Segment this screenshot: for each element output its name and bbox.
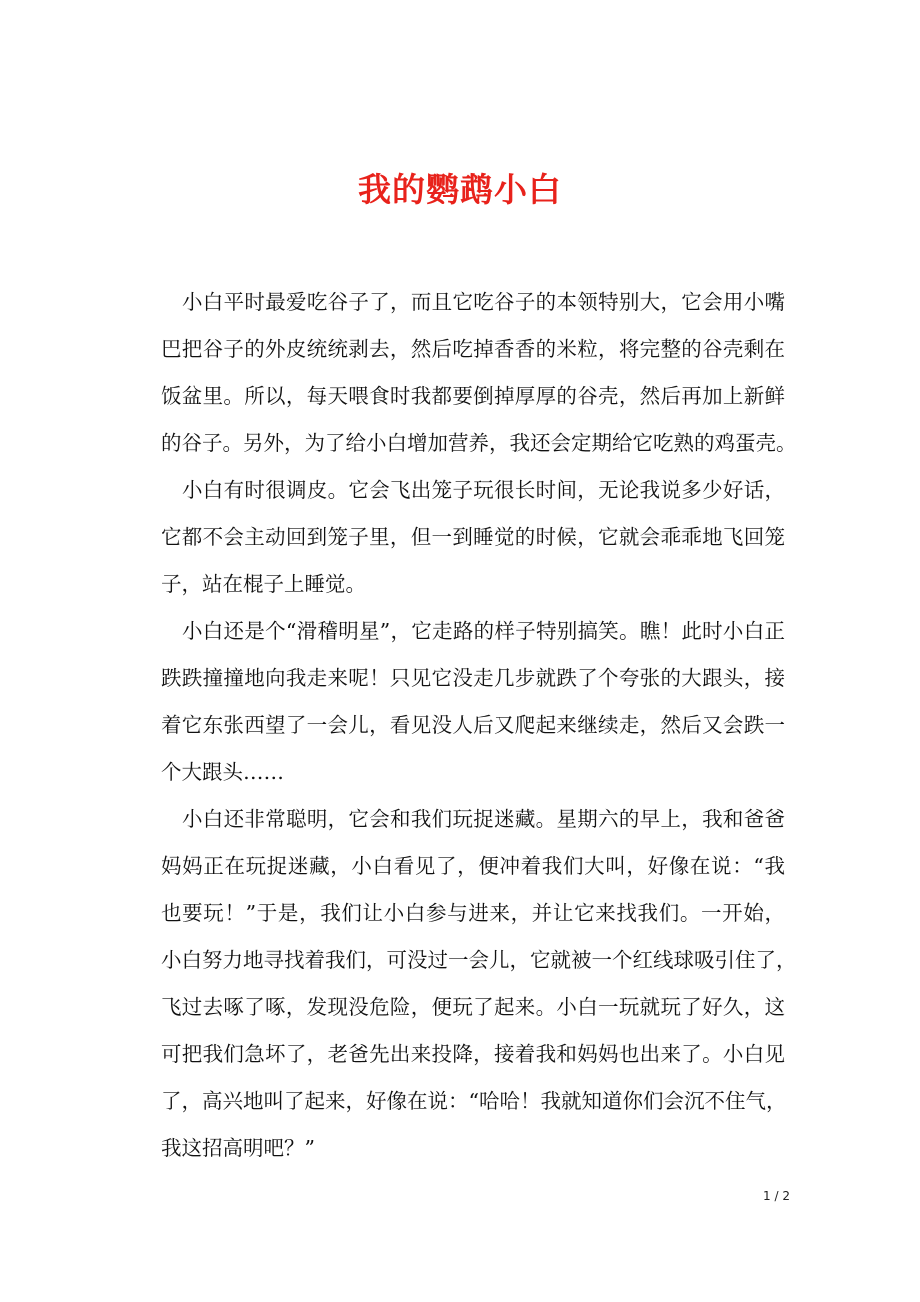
paragraph-4 bbox=[140, 796, 797, 1172]
text-line: 饭盆里。所以，每天喂食时我都要倒掉厚厚的谷壳，然后再加上新鲜 bbox=[161, 384, 785, 408]
paragraph-2 bbox=[140, 467, 785, 608]
text-line: 跌跌撞撞地向我走来呢！只见它没走几步就跌了个夸张的大跟头，接 bbox=[161, 666, 785, 690]
text-line: 小白有时很调皮。它会飞出笼子玩很长时间，无论我说多少好话， bbox=[182, 478, 785, 502]
text-line: 小白还是个“滑稽明星”，它走路的样子特别搞笑。瞧！此时小白正 bbox=[182, 619, 785, 643]
text-line: 妈妈正在玩捉迷藏，小白看见了，便冲着我们大叫，好像在说：“我 bbox=[161, 854, 785, 878]
text-line: 小白还非常聪明，它会和我们玩捉迷藏。星期六的早上，我和爸爸 bbox=[182, 807, 785, 831]
text-line: 子，站在棍子上睡觉。 bbox=[161, 572, 366, 596]
text-line: 它都不会主动回到笼子里，但一到睡觉的时候，它就会乖乖地飞回笼 bbox=[161, 525, 785, 549]
text-line: 小白平时最爱吃谷子了，而且它吃谷子的本领特别大，它会用小嘴 bbox=[182, 290, 785, 314]
text-line: 我这招高明吧？” bbox=[161, 1136, 315, 1160]
paragraph-3 bbox=[140, 608, 785, 796]
text-line: 小白努力地寻找着我们，可没过一会儿，它就被一个红线球吸引住了， bbox=[161, 948, 797, 972]
text-line: 可把我们急坏了，老爸先出来投降，接着我和妈妈也出来了。小白见 bbox=[161, 1042, 785, 1066]
text-line: 个大跟头…… bbox=[161, 760, 284, 784]
text-line: 巴把谷子的外皮统统剥去，然后吃掉香香的米粒，将完整的谷壳剩在 bbox=[161, 337, 785, 361]
article-body bbox=[140, 279, 797, 1172]
text-line: 着它东张西望了一会儿，看见没人后又爬起来继续走，然后又会跌一 bbox=[161, 713, 785, 737]
page-title: 我的鹦鹉小白 bbox=[358, 170, 562, 210]
text-line: 也要玩！”于是，我们让小白参与进来，并让它来找我们。一开始， bbox=[161, 901, 785, 925]
text-line: 的谷子。另外，为了给小白增加营养，我还会定期给它吃熟的鸡蛋壳。 bbox=[161, 431, 797, 455]
paragraph-1 bbox=[140, 279, 797, 467]
text-line: 飞过去啄了啄，发现没危险，便玩了起来。小白一玩就玩了好久，这 bbox=[161, 995, 785, 1019]
page-number: 1 / 2 bbox=[763, 1189, 790, 1203]
text-line: 了，高兴地叫了起来，好像在说：“哈哈！我就知道你们会沉不住气， bbox=[161, 1089, 787, 1113]
